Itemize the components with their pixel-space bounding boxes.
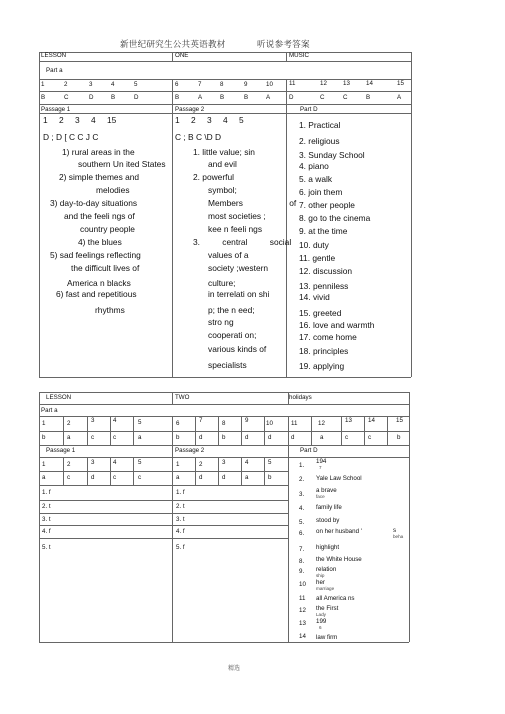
passage-2-letter: d xyxy=(222,474,226,481)
question-number: 4 xyxy=(111,81,115,88)
passage-2-item: values of a xyxy=(208,250,249,260)
answer-letter: d xyxy=(268,434,272,441)
answer-letter: c xyxy=(91,434,95,441)
question-number: 10 xyxy=(266,81,273,88)
answer-letter: c xyxy=(113,434,117,441)
passage-2-number: 5 xyxy=(268,459,272,466)
passage-2-number: 4 xyxy=(245,459,249,466)
passage-2-item: symbol; xyxy=(208,185,237,195)
question-number: 7 xyxy=(198,81,202,88)
passage-2-tf: 1. f xyxy=(176,489,185,496)
part-d-item: 14. vivid xyxy=(299,292,330,302)
question-number: 5 xyxy=(138,419,142,426)
answer-letter: a xyxy=(320,434,324,441)
question-number: 8 xyxy=(222,420,226,427)
answer-letter: B xyxy=(366,94,371,101)
answer-letter: B xyxy=(111,94,116,101)
part-d-item: 4. piano xyxy=(299,161,329,171)
question-number: 15 xyxy=(396,417,403,424)
passage-2-answers: C ; B C \D D xyxy=(175,132,222,142)
part-d-number: 3. xyxy=(299,491,305,498)
passage-1-letter: c xyxy=(138,474,142,481)
answer-letter: d xyxy=(291,434,295,441)
document-subtitle: 听说参考答案 xyxy=(257,39,310,49)
part-d-item: 11. gentle xyxy=(299,253,336,263)
passage-1-item: rhythms xyxy=(95,305,125,315)
part-d-fragment: 7 xyxy=(319,465,322,470)
part-d-item: 194 xyxy=(316,458,327,465)
question-number: 13 xyxy=(345,417,352,424)
passage-1-item: 5) sad feelings reflecting xyxy=(50,250,141,260)
part-d-item: 12. discussion xyxy=(299,266,353,276)
answer-letter: a xyxy=(67,434,71,441)
answer-letter: B xyxy=(244,94,249,101)
lesson-topic: MUSIC xyxy=(289,52,309,59)
passage-1-item: 3) day-to-day situations xyxy=(50,198,138,208)
question-number: 9 xyxy=(245,417,249,424)
passage-1-letter: a xyxy=(42,474,46,481)
part-d-fragment: face xyxy=(316,494,325,499)
passage-1-number: 2 xyxy=(67,461,71,468)
passage-1-numbers: 1 2 3 4 15 xyxy=(43,115,117,125)
question-number: 15 xyxy=(397,80,404,87)
part-d-item: 16. love and warmth xyxy=(299,320,375,330)
passage-1-number: 5 xyxy=(138,459,142,466)
passage-2-item: kee n feeli ngs xyxy=(208,224,263,234)
question-number: 11 xyxy=(291,420,298,427)
part-d-item: 10. duty xyxy=(299,240,329,250)
part-d-number: 1. xyxy=(299,462,305,469)
question-number: 6 xyxy=(175,81,179,88)
question-number: 5 xyxy=(134,81,138,88)
passage-1-item: melodies xyxy=(96,185,130,195)
answer-letter: B xyxy=(41,94,46,101)
part-d-item: family life xyxy=(316,504,342,511)
question-number: 14 xyxy=(368,417,375,424)
passage-1-number: 3 xyxy=(91,459,95,466)
part-d-fragment: ship xyxy=(316,573,325,578)
question-number: 3 xyxy=(89,81,93,88)
question-number: 12 xyxy=(320,80,327,87)
passage-1-item: 1) rural areas in the xyxy=(62,147,135,157)
part-d-number: 8. xyxy=(299,558,305,565)
answer-letter: b xyxy=(42,434,46,441)
question-number: 13 xyxy=(343,80,350,87)
passage-2-number: 1 xyxy=(176,461,180,468)
passage-2-tf: 2. t xyxy=(176,503,185,510)
question-number: 11 xyxy=(289,80,296,87)
passage-2-letter: b xyxy=(268,474,272,481)
passage-2-tf: 3. t xyxy=(176,516,185,523)
part-d-item: her xyxy=(316,579,325,586)
lesson-label: LESSON xyxy=(41,52,67,59)
question-number: 10 xyxy=(266,420,273,427)
passage-1-item: 4) the blues xyxy=(78,237,122,247)
question-number: 2 xyxy=(67,420,71,427)
part-d-item: the First xyxy=(316,605,339,612)
passage-2-item: p; the n eed; xyxy=(208,305,255,315)
passage-2-letter: d xyxy=(199,474,203,481)
part-d-item: 2. religious xyxy=(299,136,340,146)
answer-letter: b xyxy=(222,434,226,441)
question-number: 6 xyxy=(176,420,180,427)
part-d-label: Part D xyxy=(300,447,318,454)
passage-1-number: 4 xyxy=(113,459,117,466)
part-d-item: highlight xyxy=(316,544,340,551)
question-number: 8 xyxy=(220,81,224,88)
lesson-number: TWO xyxy=(175,394,190,401)
passage-2-numbers: 1 2 3 4 5 xyxy=(175,115,244,125)
passage-2-item: specialists xyxy=(208,360,247,370)
answer-letter: b xyxy=(397,434,401,441)
passage-2-tf: 4. f xyxy=(176,528,185,535)
answer-letter: d xyxy=(199,434,203,441)
page-footer: 精选 xyxy=(228,666,241,672)
part-d-item: 19. applying xyxy=(299,361,345,371)
passage-2-letter: a xyxy=(245,474,249,481)
passage-2-item: 1. little value; sin xyxy=(193,147,255,157)
answer-letter: c xyxy=(345,434,349,441)
part-d-item: 199 xyxy=(316,618,327,625)
passage-2-item: in terrelati on shi xyxy=(208,289,270,299)
part-d-number: 10 xyxy=(299,581,306,588)
passage-1-tf: 1. f xyxy=(42,489,51,496)
passage-1-number: 1 xyxy=(42,461,46,468)
answer-letter: A xyxy=(397,94,402,101)
question-number: 4 xyxy=(113,417,117,424)
part-d-item: 6. join them xyxy=(299,187,343,197)
part-d-number: 5. xyxy=(299,519,305,526)
passage-2-tf: 5. f xyxy=(176,544,185,551)
passage-1-answers: D ; D [ C C J C xyxy=(43,132,99,142)
passage-1-tf: 2. t xyxy=(42,503,51,510)
part-d-number: 6. xyxy=(299,530,305,537)
part-a-label: Part a xyxy=(41,407,58,414)
passage-2-label: Passage 2 xyxy=(175,447,205,454)
part-d-item: stood by xyxy=(316,517,340,524)
passage-1-item: America n blacks xyxy=(67,278,131,288)
passage-2-item: stro ng xyxy=(208,317,234,327)
lesson-number: ONE xyxy=(175,52,189,59)
passage-1-tf: 4. f xyxy=(42,528,51,535)
part-d-number: 14 xyxy=(299,633,306,640)
part-d-number: 7. xyxy=(299,546,305,553)
question-number: 12 xyxy=(318,420,325,427)
passage-1-item: 2) simple themes and xyxy=(59,172,140,182)
part-d-item: 7. other people xyxy=(299,200,355,210)
part-d-item: relation xyxy=(316,566,337,573)
part-d-item: the White House xyxy=(316,556,362,563)
question-number: 3 xyxy=(91,417,95,424)
part-d-item: a brave xyxy=(316,487,337,494)
lesson-label: LESSON xyxy=(46,394,72,401)
part-d-number: 11 xyxy=(299,595,306,602)
question-number: 7 xyxy=(199,417,203,424)
answer-letter: A xyxy=(198,94,203,101)
part-d-item: 3. Sunday School xyxy=(299,150,365,160)
passage-1-item: and the feeli ngs of xyxy=(64,211,135,221)
question-number: 1 xyxy=(41,81,45,88)
passage-1-label: Passage 1 xyxy=(46,447,76,454)
answer-letter: C xyxy=(64,94,69,101)
part-d-number: 2. xyxy=(299,476,305,483)
part-d-item: 18. principles xyxy=(299,346,349,356)
passage-1-letter: d xyxy=(91,474,95,481)
part-d-item: 15. greeted xyxy=(299,308,342,318)
passage-2-item: society ;western xyxy=(208,263,269,273)
answer-letter: a xyxy=(138,434,142,441)
part-d-item: 17. come home xyxy=(299,332,357,342)
answer-letter: C xyxy=(343,94,348,101)
passage-1-item: country people xyxy=(80,224,135,234)
part-d-number: 4. xyxy=(299,505,305,512)
passage-2-number: 2 xyxy=(199,461,203,468)
part-d-item: 9. at the time xyxy=(299,226,348,236)
answer-letter: D xyxy=(89,94,94,101)
part-d-number: 9. xyxy=(299,568,305,575)
answer-letter: d xyxy=(245,434,249,441)
part-d-label: Part D xyxy=(300,106,318,113)
part-d-fragment: s xyxy=(393,527,397,534)
answer-letter: c xyxy=(368,434,372,441)
passage-2-number: 3 xyxy=(222,459,226,466)
answer-letter: D xyxy=(289,94,294,101)
passage-2-label: Passage 2 xyxy=(175,106,205,113)
passage-2-item: most societies ; xyxy=(208,211,266,221)
question-number: 1 xyxy=(42,420,46,427)
part-d-fragment: Lady xyxy=(316,612,326,617)
part-d-item: all America ns xyxy=(316,595,355,602)
answer-letter: B xyxy=(175,94,180,101)
passage-1-letter: c xyxy=(113,474,117,481)
part-d-fragment: beha xyxy=(393,534,404,539)
passage-1-label: Passage 1 xyxy=(41,106,71,113)
document-title: 新世纪研究生公共英语教材 xyxy=(120,39,226,49)
lesson-topic: holidays xyxy=(289,394,312,401)
part-d-number: 13 xyxy=(299,620,306,627)
answer-letter: b xyxy=(176,434,180,441)
answer-letter: D xyxy=(134,94,139,101)
passage-1-tf: 3. t xyxy=(42,516,51,523)
passage-1-tf: 5. t xyxy=(42,544,51,551)
passage-2-item: various kinds of xyxy=(208,344,267,354)
passage-2-item: Members of xyxy=(208,198,297,208)
answer-letter: A xyxy=(266,94,271,101)
part-d-number: 12 xyxy=(299,607,306,614)
part-d-item: on her husband ' xyxy=(316,528,362,535)
part-d-item: 13. penniless xyxy=(299,281,349,291)
part-d-item: 8. go to the cinema xyxy=(299,213,371,223)
question-number: 14 xyxy=(366,80,373,87)
answer-letter: C xyxy=(320,94,325,101)
question-number: 9 xyxy=(244,81,248,88)
passage-2-item: 3. central social xyxy=(193,237,292,247)
passage-1-item: southern Un ited States xyxy=(78,159,166,169)
part-d-item: 5. a walk xyxy=(299,174,333,184)
question-number: 2 xyxy=(64,81,68,88)
passage-2-letter: a xyxy=(176,474,180,481)
passage-2-item: culture; xyxy=(208,278,236,288)
passage-1-item: 6) fast and repetitious xyxy=(56,289,137,299)
passage-2-item: and evil xyxy=(208,159,237,169)
passage-2-item: 2. powerful xyxy=(193,172,234,182)
part-a-label: Part a xyxy=(46,67,63,74)
part-d-fragment: marriage xyxy=(316,586,335,591)
part-d-item: 1. Practical xyxy=(299,120,341,130)
passage-1-letter: c xyxy=(67,474,71,481)
part-d-item: Yale Law School xyxy=(316,475,362,482)
answer-letter: B xyxy=(220,94,225,101)
passage-1-item: the difficult lives of xyxy=(71,263,140,273)
passage-2-item: cooperati on; xyxy=(208,330,257,340)
part-d-fragment: 6 xyxy=(319,625,322,630)
part-d-item: law firm xyxy=(316,634,338,641)
